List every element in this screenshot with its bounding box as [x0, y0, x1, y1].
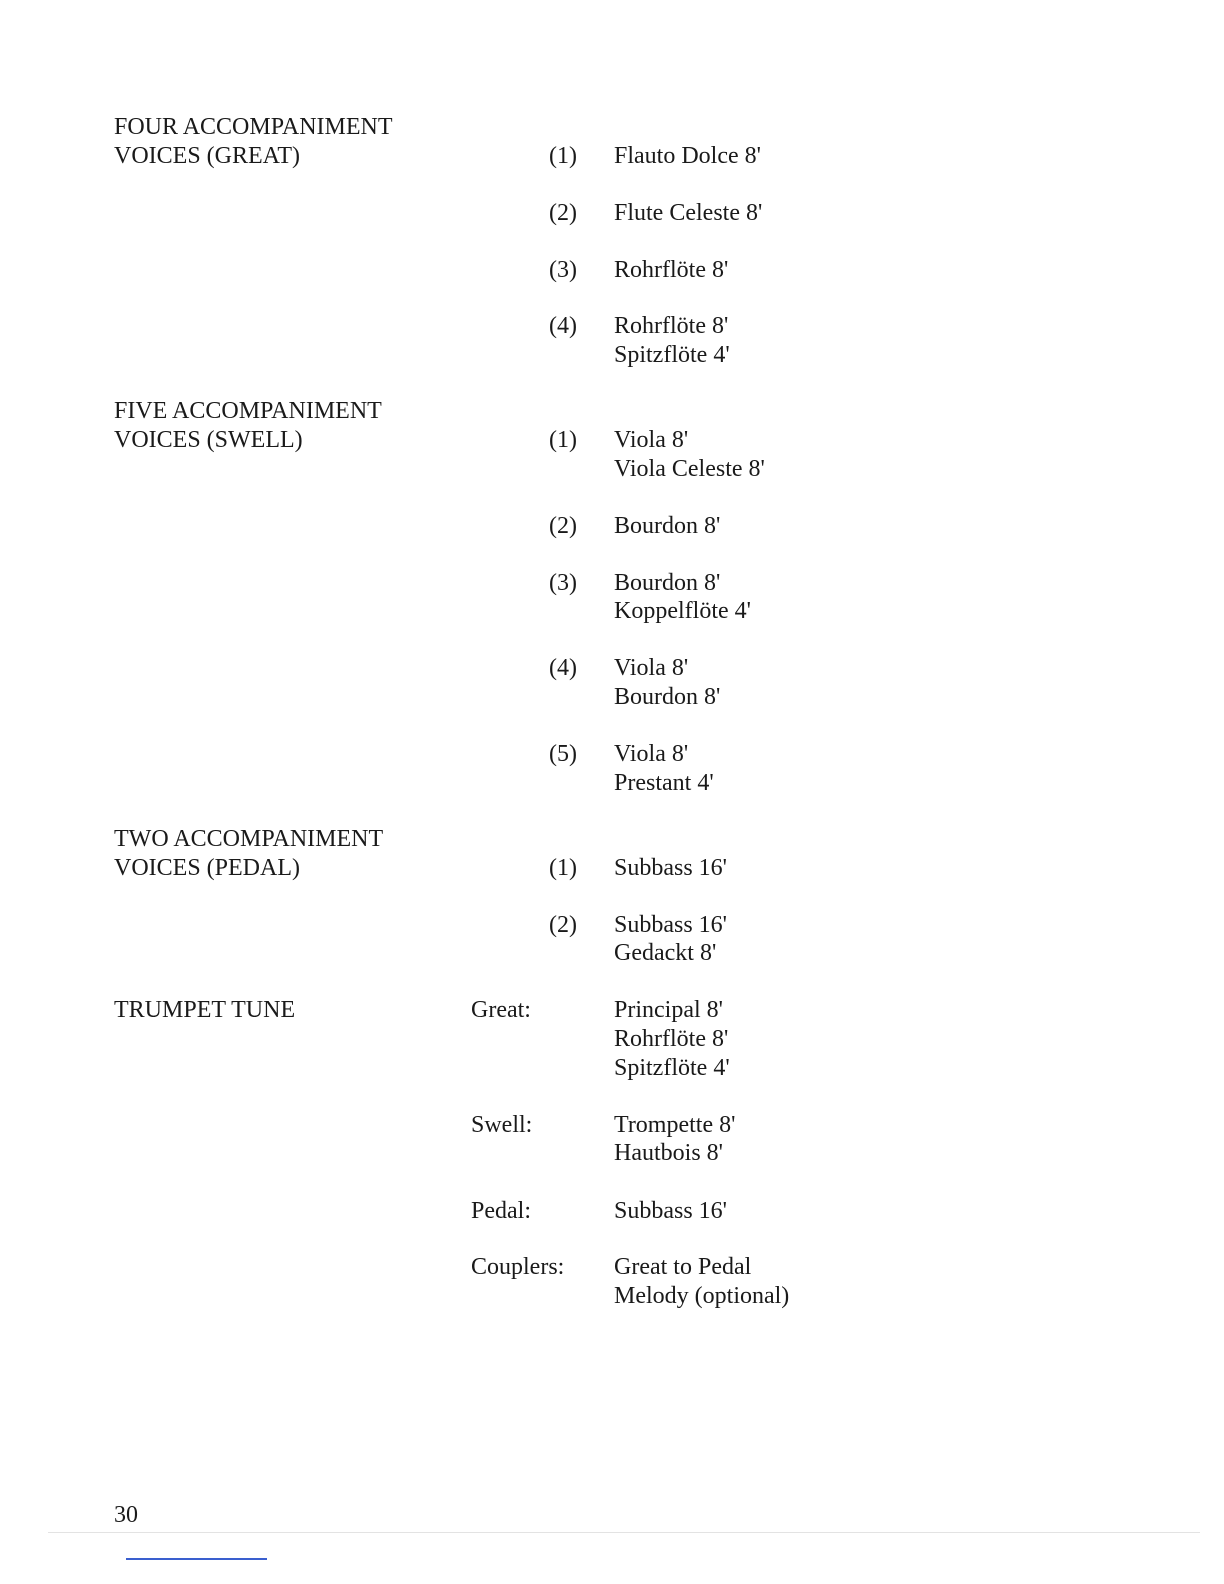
stop-name: Hautbois 8' — [614, 1140, 723, 1166]
footer-divider — [48, 1532, 1200, 1533]
stop-name: Principal 8' — [614, 997, 723, 1023]
voice-number: (5) — [549, 741, 577, 767]
stop-name: Rohrflöte 8' — [614, 313, 729, 339]
stop-name: Bourdon 8' — [614, 570, 721, 596]
voice-number: (1) — [549, 143, 577, 169]
voice-number: (2) — [549, 200, 577, 226]
stop-name: Rohrflöte 8' — [614, 257, 729, 283]
voice-number: (4) — [549, 313, 577, 339]
stop-name: Great to Pedal — [614, 1254, 752, 1280]
stop-name: Rohrflöte 8' — [614, 1026, 729, 1052]
section-heading: FIVE ACCOMPANIMENT — [114, 398, 382, 424]
stop-name: Prestant 4' — [614, 770, 714, 796]
stop-name: Melody (optional) — [614, 1283, 790, 1309]
section-heading: VOICES (SWELL) — [114, 427, 303, 453]
stop-name: Viola 8' — [614, 655, 689, 681]
stop-name: Bourdon 8' — [614, 684, 721, 710]
stop-name: Trompette 8' — [614, 1112, 736, 1138]
division-label: Swell: — [471, 1112, 533, 1138]
section-heading: TRUMPET TUNE — [114, 997, 296, 1023]
voice-number: (4) — [549, 655, 577, 681]
voice-number: (1) — [549, 427, 577, 453]
voice-number: (3) — [549, 570, 577, 596]
stop-name: Viola Celeste 8' — [614, 456, 765, 482]
stop-name: Subbass 16' — [614, 855, 728, 881]
stop-name: Subbass 16' — [614, 912, 728, 938]
section-heading: VOICES (PEDAL) — [114, 855, 300, 881]
stop-name: Bourdon 8' — [614, 513, 721, 539]
voice-number: (2) — [549, 912, 577, 938]
stop-name: Subbass 16' — [614, 1198, 728, 1224]
section-heading: TWO ACCOMPANIMENT — [114, 826, 384, 852]
stop-name: Viola 8' — [614, 741, 689, 767]
section-heading: FOUR ACCOMPANIMENT — [114, 114, 393, 140]
section-heading: VOICES (GREAT) — [114, 143, 300, 169]
voice-number: (2) — [549, 513, 577, 539]
stop-name: Flute Celeste 8' — [614, 200, 763, 226]
stop-name: Gedackt 8' — [614, 940, 717, 966]
voice-number: (1) — [549, 855, 577, 881]
division-label: Great: — [471, 997, 531, 1023]
stop-name: Spitzflöte 4' — [614, 1055, 730, 1081]
voice-number: (3) — [549, 257, 577, 283]
division-label: Couplers: — [471, 1254, 565, 1280]
page-number: 30 — [114, 1502, 138, 1528]
division-label: Pedal: — [471, 1198, 531, 1224]
footer-link-underline[interactable] — [126, 1558, 267, 1560]
stop-name: Spitzflöte 4' — [614, 342, 730, 368]
stop-name: Flauto Dolce 8' — [614, 143, 761, 169]
stop-name: Koppelflöte 4' — [614, 598, 751, 624]
stop-name: Viola 8' — [614, 427, 689, 453]
